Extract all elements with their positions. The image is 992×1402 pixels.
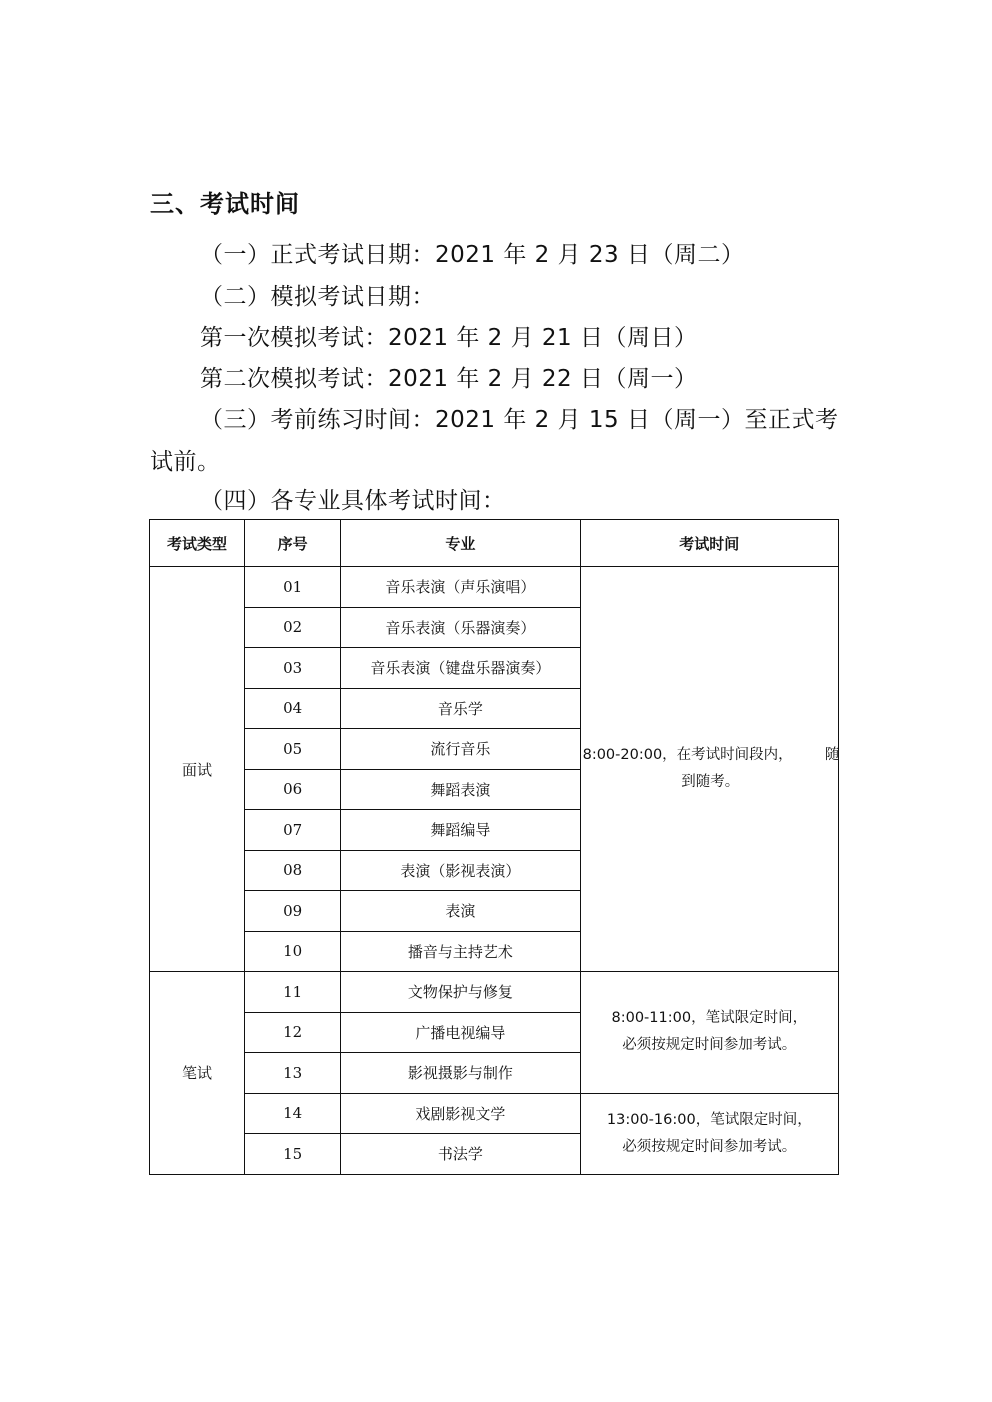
table-row — [150, 972, 839, 1013]
header-exam-type: 考试类型 — [150, 520, 245, 567]
row-number: 13 — [245, 1053, 341, 1094]
row-number: 06 — [245, 769, 341, 810]
exam-schedule-table — [149, 519, 839, 1175]
interview-time-line2: 到随考。 — [681, 774, 740, 790]
written-afternoon-time — [580, 1093, 838, 1174]
mock-exam-heading: （二）模拟考试日期： — [200, 284, 435, 310]
row-major: 舞蹈表演 — [341, 769, 580, 810]
row-number: 08 — [245, 850, 341, 891]
exam-type-interview: 面试 — [150, 567, 245, 972]
table-header-row — [150, 520, 839, 567]
row-number: 03 — [245, 648, 341, 689]
row-number: 10 — [245, 931, 341, 972]
section-title: 三、考试时间 — [150, 190, 300, 218]
row-major: 戏剧影视文学 — [341, 1093, 580, 1134]
table-row — [150, 1093, 839, 1134]
first-mock-exam-date: 第一次模拟考试：2021 年 2 月 21 日（周日） — [200, 325, 698, 351]
row-number: 09 — [245, 891, 341, 932]
row-major: 音乐表演（键盘乐器演奏） — [341, 648, 580, 689]
row-number: 02 — [245, 607, 341, 648]
row-number: 07 — [245, 810, 341, 851]
row-major: 播音与主持艺术 — [341, 931, 580, 972]
header-number: 序号 — [245, 520, 341, 567]
header-major: 专业 — [341, 520, 580, 567]
row-number: 14 — [245, 1093, 341, 1134]
row-number: 04 — [245, 688, 341, 729]
row-number: 05 — [245, 729, 341, 770]
per-major-heading: （四）各专业具体考试时间： — [200, 488, 506, 514]
row-major: 音乐表演（声乐演唱） — [341, 567, 580, 608]
written-morning-time-line1: 8:00-11:00，笔试限定时间， — [611, 1010, 808, 1027]
row-major: 影视摄影与制作 — [341, 1053, 580, 1094]
written-morning-time — [580, 972, 838, 1094]
practice-time-line1: （三）考前练习时间：2021 年 2 月 15 日（周一）至正式考 — [200, 407, 839, 433]
written-afternoon-time-line1: 13:00-16:00，笔试限定时间， — [606, 1111, 812, 1128]
row-major: 文物保护与修复 — [341, 972, 580, 1013]
row-major: 流行音乐 — [341, 729, 580, 770]
row-major: 表演（影视表演） — [341, 850, 580, 891]
written-morning-time-line2: 必须按规定时间参加考试。 — [622, 1037, 797, 1054]
row-number: 12 — [245, 1012, 341, 1053]
row-number: 15 — [245, 1134, 341, 1175]
interview-time-line1: 8:00-20:00，在考试时间段内， 随 — [582, 747, 840, 763]
interview-time — [580, 567, 838, 972]
row-major: 广播电视编导 — [341, 1012, 580, 1053]
formal-exam-date: （一）正式考试日期：2021 年 2 月 23 日（周二） — [200, 242, 745, 268]
row-major: 书法学 — [341, 1134, 580, 1175]
row-major: 音乐表演（乐器演奏） — [341, 607, 580, 648]
row-major: 音乐学 — [341, 688, 580, 729]
header-exam-time: 考试时间 — [580, 520, 838, 567]
practice-time-line2: 试前。 — [150, 449, 221, 475]
row-major: 表演 — [341, 891, 580, 932]
row-major: 舞蹈编导 — [341, 810, 580, 851]
exam-type-written: 笔试 — [150, 972, 245, 1175]
table-row — [150, 567, 839, 608]
second-mock-exam-date: 第二次模拟考试：2021 年 2 月 22 日（周一） — [200, 366, 698, 392]
row-number: 11 — [245, 972, 341, 1013]
written-afternoon-time-line2: 必须按规定时间参加考试。 — [622, 1138, 797, 1155]
row-number: 01 — [245, 567, 341, 608]
